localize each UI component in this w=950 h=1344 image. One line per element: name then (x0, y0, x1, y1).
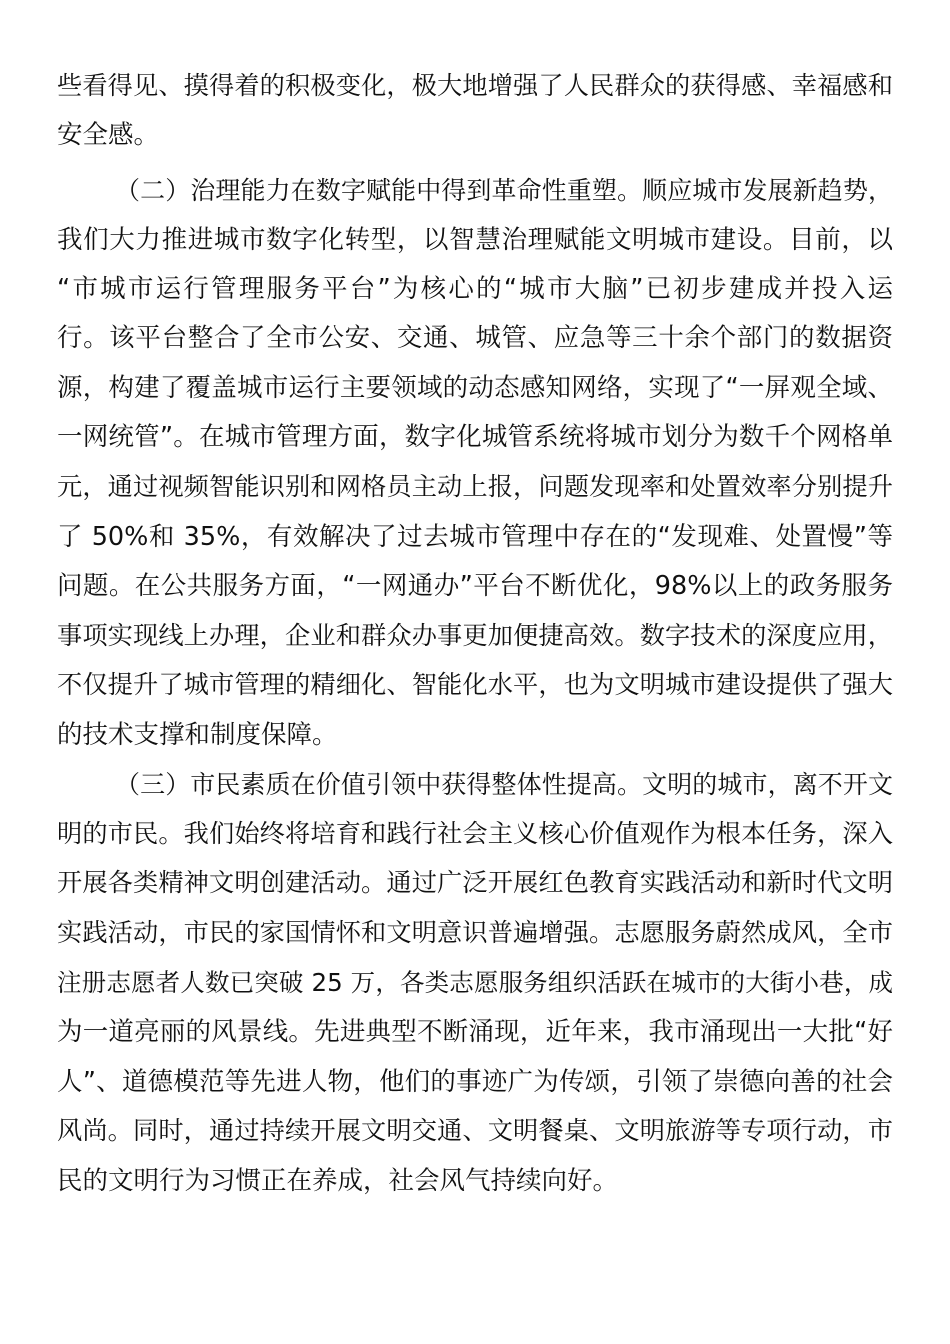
text-line: 注册志愿者人数已突破 25 万，各类志愿服务组织活跃在城市的大街小巷，成 (57, 968, 893, 997)
text-line: 实践活动，市民的家国情怀和文明意识普遍增强。志愿服务蔚然成风，全市 (57, 918, 893, 947)
text-line: 一网统管”。在城市管理方面，数字化城管系统将城市划分为数千个网格单 (57, 422, 893, 452)
text-line: 源，构建了覆盖城市运行主要领域的动态感知网络，实现了“一屏观全域、 (57, 373, 893, 403)
text-line: 元，通过视频智能识别和网格员主动上报，问题发现率和处置效率分别提升 (57, 472, 893, 501)
text-line: 我们大力推进城市数字化转型，以智慧治理赋能文明城市建设。目前，以 (57, 225, 893, 255)
paragraph-2-first-line: （二）治理能力在数字赋能中得到革命性重塑。顺应城市发展新趋势， (115, 176, 893, 205)
text-line: 风尚。同时，通过持续开展文明交通、文明餐桌、文明旅游等专项行动，市 (57, 1116, 893, 1145)
text-line: 人”、道德模范等先进人物，他们的事迹广为传颂，引领了崇德向善的社会 (57, 1067, 893, 1097)
text-line: 的技术支撑和制度保障。 (57, 720, 338, 750)
paragraph-3-first-line: （三）市民素质在价值引领中获得整体性提高。文明的城市，离不开文 (115, 770, 893, 799)
text-line: “市城市运行管理服务平台”为核心的“城市大脑”已初步建成并投入运 (57, 274, 893, 304)
text-line: 为一道亮丽的风景线。先进典型不断涌现，近年来，我市涌现出一大批“好 (57, 1017, 893, 1047)
text-line: 不仅提升了城市管理的精细化、智能化水平，也为文明城市建设提供了强大 (57, 670, 893, 699)
text-line: 些看得见、摸得着的积极变化，极大地增强了人民群众的获得感、幸福感和 (57, 71, 893, 100)
text-line: 安全感。 (57, 120, 160, 150)
text-line: 民的文明行为习惯正在养成，社会风气持续向好。 (57, 1166, 619, 1196)
text-line: 事项实现线上办理，企业和群众办事更加便捷高效。数字技术的深度应用， (57, 621, 893, 650)
text-line: 开展各类精神文明创建活动。通过广泛开展红色教育实践活动和新时代文明 (57, 868, 893, 897)
text-line: 行。该平台整合了全市公安、交通、城管、应急等三十余个部门的数据资 (57, 323, 893, 353)
text-line: 问题。在公共服务方面，“一网通办”平台不断优化，98%以上的政务服务 (57, 571, 893, 601)
text-line: 了 50%和 35%，有效解决了过去城市管理中存在的“发现难、处置慢”等 (57, 522, 893, 552)
text-line: 明的市民。我们始终将培育和践行社会主义核心价值观作为根本任务，深入 (57, 819, 893, 848)
